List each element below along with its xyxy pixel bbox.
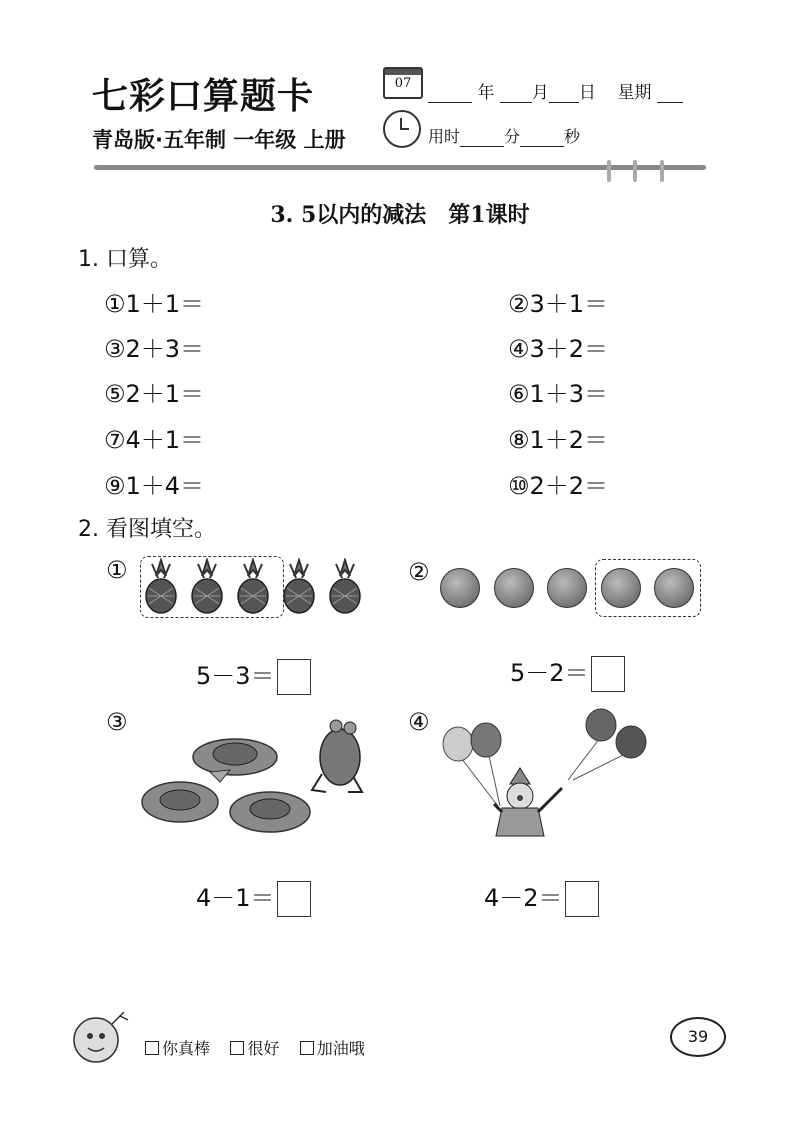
binder-clip-icon bbox=[660, 160, 664, 182]
answer-box[interactable] bbox=[591, 656, 625, 692]
rating-option[interactable]: 很好 bbox=[230, 1039, 279, 1058]
edition-label: 青岛版·五年制 一年级 上册 bbox=[92, 128, 346, 152]
item-marker: ④ bbox=[408, 708, 430, 736]
answer-box[interactable] bbox=[565, 881, 599, 917]
pineapple-icon bbox=[192, 560, 222, 613]
pineapple-icon bbox=[284, 560, 314, 613]
month-label: 月 bbox=[531, 83, 549, 103]
problem-item: ②3＋1＝ bbox=[508, 290, 609, 318]
frog-icon bbox=[160, 790, 200, 810]
problem-item: ①1＋1＝ bbox=[104, 290, 205, 318]
day-blank[interactable] bbox=[549, 86, 579, 103]
problem-item: ⑨1＋4＝ bbox=[104, 472, 205, 500]
melon-icon bbox=[601, 568, 641, 608]
year-blank[interactable] bbox=[428, 86, 472, 103]
balloon-icon bbox=[471, 723, 501, 757]
checkbox[interactable] bbox=[145, 1041, 159, 1055]
calendar-day: 07 bbox=[394, 76, 412, 91]
problem-item: ⑥1＋3＝ bbox=[508, 380, 609, 408]
problem-item: ⑤2＋1＝ bbox=[104, 380, 205, 408]
pineapple-icon bbox=[238, 560, 268, 613]
equation-text: 5－3＝ bbox=[196, 662, 275, 690]
pineapple-icon bbox=[330, 560, 360, 613]
melon-icon bbox=[440, 568, 480, 608]
answer-box[interactable] bbox=[277, 881, 311, 917]
equation-item bbox=[510, 653, 625, 692]
melon-icon bbox=[494, 568, 534, 608]
seconds-label: 秒 bbox=[564, 127, 581, 146]
item-marker: ③ bbox=[106, 708, 128, 736]
weekday-label: 星期 bbox=[617, 83, 652, 103]
equation-text: 4－2＝ bbox=[484, 884, 563, 912]
melon-icon bbox=[654, 568, 694, 608]
clock-icon bbox=[383, 110, 421, 148]
problem-item: ⑩2＋2＝ bbox=[508, 472, 609, 500]
checkbox[interactable] bbox=[300, 1041, 314, 1055]
equation-text: 5－2＝ bbox=[510, 659, 589, 687]
time-line bbox=[428, 124, 580, 147]
day-label: 日 bbox=[578, 83, 596, 103]
equation-item bbox=[196, 878, 311, 917]
month-blank[interactable] bbox=[500, 86, 532, 103]
clown-balloons-picture bbox=[438, 708, 650, 838]
brand-title: 七彩口算题卡 bbox=[92, 75, 315, 117]
date-line bbox=[428, 78, 683, 103]
time-label: 用时 bbox=[428, 127, 461, 146]
minutes-label: 分 bbox=[504, 127, 521, 146]
balloon-icon bbox=[443, 727, 473, 761]
problem-item: ③2＋3＝ bbox=[104, 335, 205, 363]
problem-item: ⑦4＋1＝ bbox=[104, 426, 205, 454]
pineapple-icon bbox=[146, 560, 176, 613]
item-marker: ② bbox=[408, 558, 430, 586]
rating-option[interactable]: 加油哦 bbox=[300, 1039, 365, 1058]
flower-icon bbox=[210, 770, 230, 782]
clown-icon bbox=[494, 768, 562, 836]
lesson-title: 3. 5以内的减法 第1课时 bbox=[270, 202, 530, 228]
item-marker: ① bbox=[106, 556, 128, 584]
year-label: 年 bbox=[477, 83, 495, 103]
problem-item: ⑧1＋2＝ bbox=[508, 426, 609, 454]
section1-title: 1. 口算。 bbox=[78, 247, 172, 272]
header-divider bbox=[94, 165, 706, 170]
checkbox[interactable] bbox=[230, 1041, 244, 1055]
balloon-icon bbox=[586, 709, 616, 741]
calendar-icon bbox=[383, 67, 423, 99]
page-number: 39 bbox=[670, 1017, 726, 1057]
problem-item: ④3＋2＝ bbox=[508, 335, 609, 363]
frog-icon bbox=[213, 743, 257, 765]
pineapples-picture bbox=[142, 558, 378, 618]
melon-icon bbox=[547, 568, 587, 608]
section2-title: 2. 看图填空。 bbox=[78, 517, 216, 542]
rating-options bbox=[145, 1036, 365, 1059]
minutes-blank[interactable] bbox=[460, 130, 504, 147]
frogs-picture bbox=[140, 712, 370, 842]
balloon-icon bbox=[616, 726, 646, 758]
weekday-blank[interactable] bbox=[657, 86, 683, 103]
binder-clip-icon bbox=[633, 160, 637, 182]
equation-text: 4－1＝ bbox=[196, 884, 275, 912]
equation-item bbox=[196, 656, 311, 695]
frog-icon bbox=[250, 799, 290, 819]
frog-icon bbox=[312, 720, 362, 792]
equation-item bbox=[484, 878, 599, 917]
binder-clip-icon bbox=[607, 160, 611, 182]
answer-box[interactable] bbox=[277, 659, 311, 695]
rating-option[interactable]: 你真棒 bbox=[145, 1039, 210, 1058]
seconds-blank[interactable] bbox=[520, 130, 564, 147]
mascot-icon bbox=[68, 1006, 134, 1070]
